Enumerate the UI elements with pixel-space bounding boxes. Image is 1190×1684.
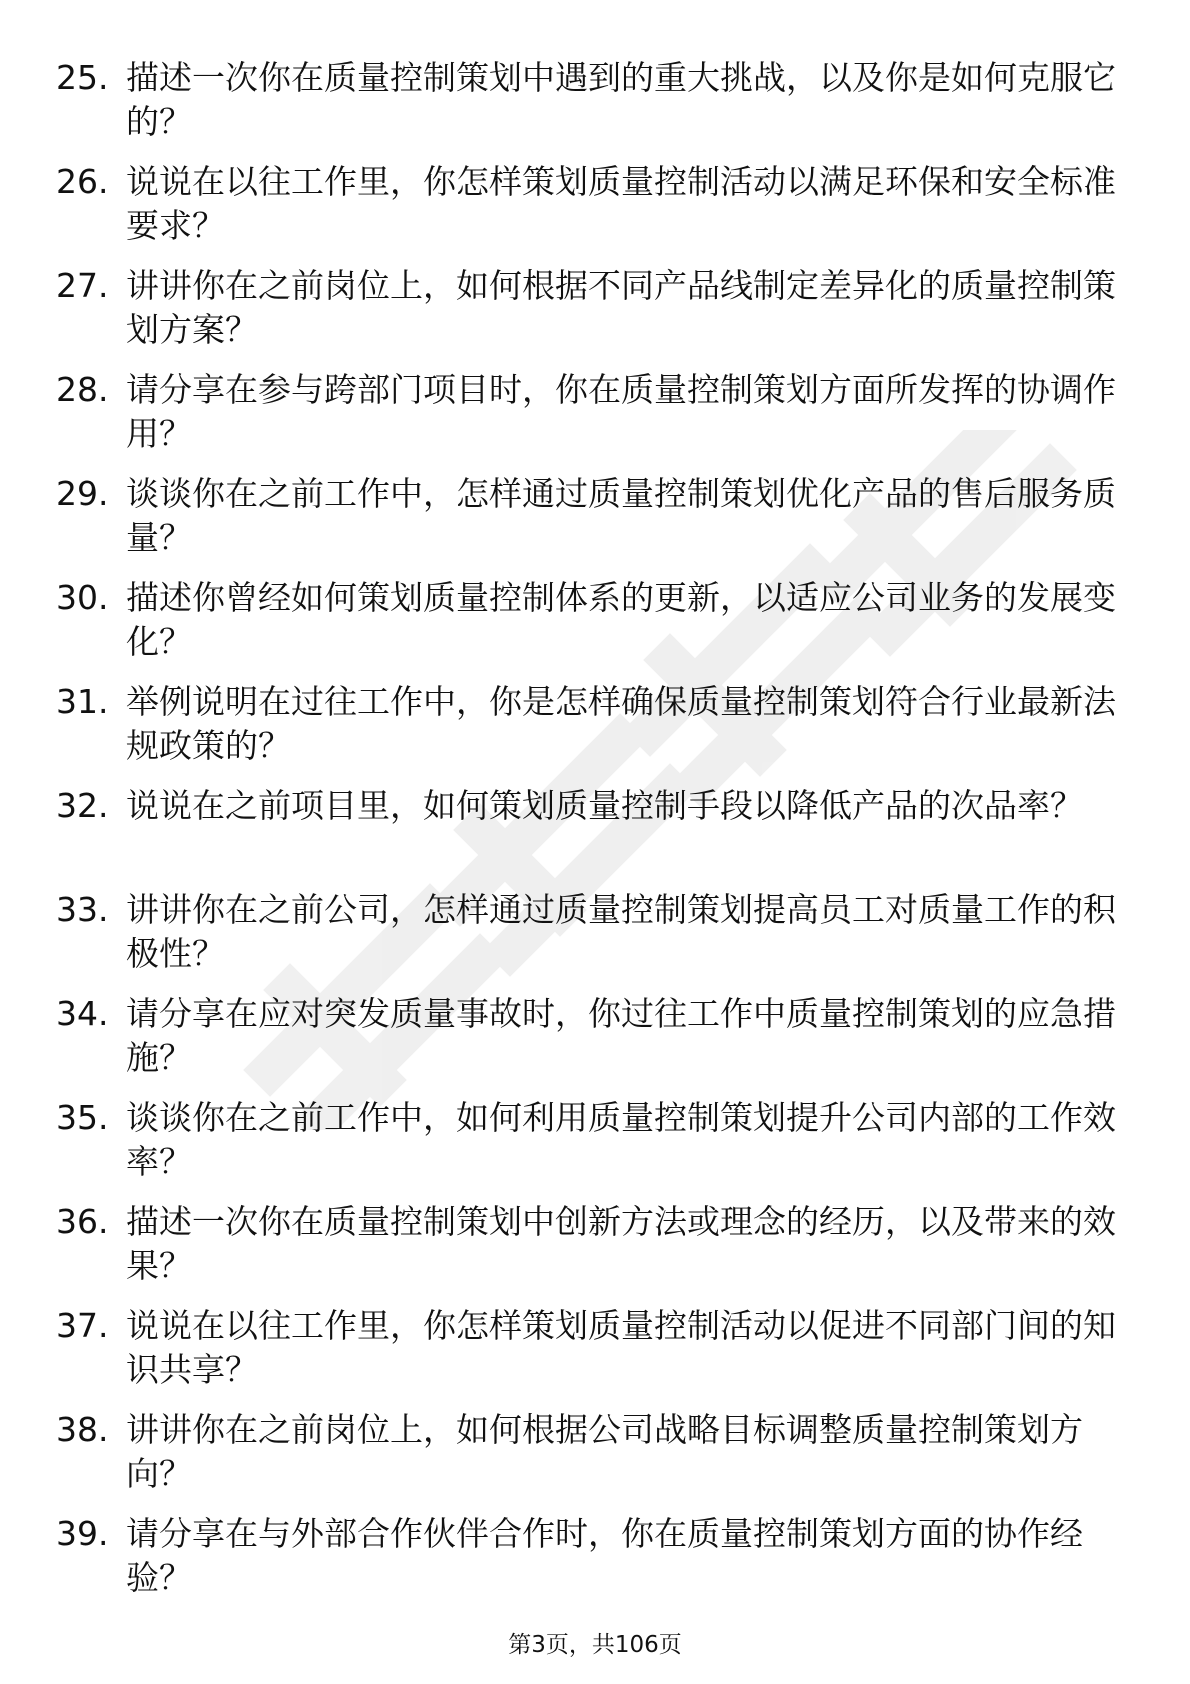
question-text: 讲讲你在之前岗位上，如何根据不同产品线制定差异化的质量控制策划方案？	[126, 266, 1116, 349]
list-item	[0, 1400, 1190, 1504]
list-item	[0, 568, 1190, 672]
list-item	[0, 984, 1190, 1088]
list-item	[0, 1192, 1190, 1296]
question-number: 26.	[56, 162, 109, 201]
list-item	[0, 360, 1190, 464]
question-number: 39.	[56, 1514, 109, 1553]
question-number: 36.	[56, 1202, 109, 1241]
list-item	[0, 1504, 1190, 1608]
question-number: 34.	[56, 994, 109, 1033]
question-number: 25.	[56, 58, 109, 97]
question-number: 37.	[56, 1306, 109, 1345]
question-text: 说说在之前项目里，如何策划质量控制手段以降低产品的次品率？	[126, 786, 1083, 825]
question-text: 描述一次你在质量控制策划中创新方法或理念的经历，以及带来的效果？	[126, 1202, 1116, 1285]
list-item	[0, 48, 1190, 152]
list-item	[0, 672, 1190, 776]
question-list	[0, 48, 1190, 1608]
list-item	[0, 1088, 1190, 1192]
question-number: 35.	[56, 1098, 109, 1137]
question-text: 举例说明在过往工作中，你是怎样确保质量控制策划符合行业最新法规政策的？	[126, 682, 1116, 765]
page-footer	[0, 1630, 1190, 1660]
question-number: 38.	[56, 1410, 109, 1449]
list-item	[0, 152, 1190, 256]
list-item	[0, 880, 1190, 984]
list-item	[0, 256, 1190, 360]
question-number: 30.	[56, 578, 109, 617]
question-number: 33.	[56, 890, 109, 929]
question-number: 27.	[56, 266, 109, 305]
question-text: 请分享在应对突发质量事故时，你过往工作中质量控制策划的应急措施？	[126, 994, 1116, 1077]
question-text: 描述一次你在质量控制策划中遇到的重大挑战，以及你是如何克服它的？	[126, 58, 1116, 141]
question-text: 说说在以往工作里，你怎样策划质量控制活动以满足环保和安全标准要求？	[126, 162, 1116, 245]
list-item	[0, 776, 1190, 880]
question-text: 谈谈你在之前工作中，如何利用质量控制策划提升公司内部的工作效率？	[126, 1098, 1116, 1181]
question-text: 请分享在参与跨部门项目时，你在质量控制策划方面所发挥的协调作用？	[126, 370, 1116, 453]
question-text: 描述你曾经如何策划质量控制体系的更新，以适应公司业务的发展变化？	[126, 578, 1116, 661]
question-number: 32.	[56, 786, 109, 825]
question-number: 28.	[56, 370, 109, 409]
question-text: 说说在以往工作里，你怎样策划质量控制活动以促进不同部门间的知识共享？	[126, 1306, 1116, 1389]
question-text: 谈谈你在之前工作中，怎样通过质量控制策划优化产品的售后服务质量？	[126, 474, 1116, 557]
page-number-label: 第3页，共106页	[508, 1632, 682, 1658]
question-text: 讲讲你在之前公司，怎样通过质量控制策划提高员工对质量工作的积极性？	[126, 890, 1116, 973]
list-item	[0, 464, 1190, 568]
question-text: 讲讲你在之前岗位上，如何根据公司战略目标调整质量控制策划方向？	[126, 1410, 1083, 1493]
question-text: 请分享在与外部合作伙伴合作时，你在质量控制策划方面的协作经验？	[126, 1514, 1083, 1597]
list-item	[0, 1296, 1190, 1400]
question-number: 29.	[56, 474, 109, 513]
question-number: 31.	[56, 682, 109, 721]
